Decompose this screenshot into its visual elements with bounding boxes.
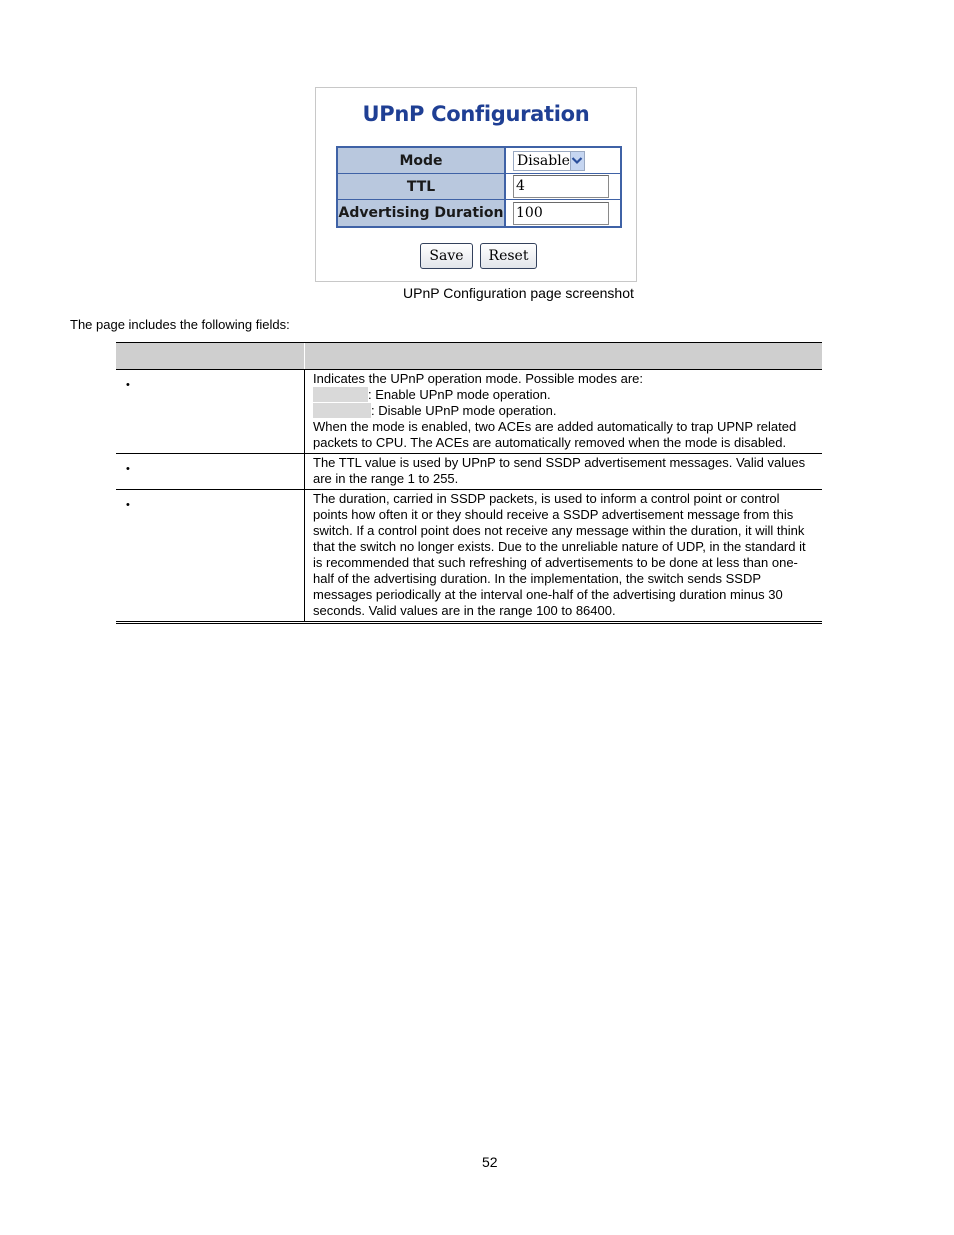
enabled-value-box: [313, 387, 368, 402]
field-description-table: [116, 342, 822, 624]
table-row-advertising-duration: [116, 490, 822, 621]
mode-description: [305, 370, 822, 453]
table-row-mode: [116, 370, 822, 454]
mode-disable-desc: : Disable UPnP mode operation.: [371, 403, 557, 418]
screenshot-title: UPnP Configuration: [362, 102, 590, 126]
bullet-icon: •: [126, 379, 130, 391]
ttl-row: [338, 174, 620, 200]
advertising-duration-label: Advertising Duration: [338, 200, 506, 226]
mode-note: When the mode is enabled, two ACEs are added automatically to trap UPNP related packets to CPU. The ACEs are automatically removed when the mode is disabled.: [313, 419, 797, 450]
reset-button[interactable]: Reset: [480, 243, 537, 269]
chevron-down-icon[interactable]: [570, 152, 584, 170]
upnp-config-table: [336, 146, 622, 228]
upnp-config-screenshot: [315, 87, 637, 282]
ttl-label: TTL: [338, 174, 506, 199]
header-object-cell: [116, 343, 305, 369]
mode-row: [338, 148, 620, 174]
mode-enable-desc: : Enable UPnP mode operation.: [368, 387, 551, 402]
mode-select[interactable]: [513, 151, 585, 171]
advertising-duration-row: [338, 200, 620, 226]
mode-select-value: Disable: [517, 152, 570, 169]
intro-text: The page includes the following fields:: [70, 317, 290, 332]
header-description-cell: [305, 343, 822, 369]
ttl-description: The TTL value is used by UPnP to send SSDP advertisement messages. Valid values are in the range 1 to 255.: [313, 455, 806, 486]
page-number: 52: [482, 1154, 498, 1170]
mode-label: Mode: [338, 148, 506, 173]
bullet-icon: •: [126, 463, 130, 475]
disabled-value-box: [313, 403, 371, 418]
table-header: [116, 343, 822, 370]
advertising-duration-input[interactable]: 100: [513, 202, 609, 225]
ttl-input[interactable]: 4: [513, 175, 609, 198]
advertising-duration-description: The duration, carried in SSDP packets, is used to inform a control point or control points how often it or they should receive a SSDP advertisement message from this switch. If a control point does not receive any message within the duration, it will think that the switch no longer exists. Due to the unreliable nature of UDP, in the standard it is recommended that such refreshing of advertisements to be done at less than one-half of the advertising duration. In the implementation, the switch sends SSDP messages periodically at the interval one-half of the advertising duration minus 30 seconds. Valid values are in the range 100 to 86400.: [313, 491, 806, 618]
mode-desc-line: Indicates the UPnP operation mode. Possible modes are:: [313, 371, 644, 386]
save-button[interactable]: Save: [420, 243, 473, 269]
figure-caption: UPnP Configuration page screenshot: [403, 285, 634, 301]
bullet-icon: •: [126, 499, 130, 511]
table-row-ttl: [116, 454, 822, 490]
